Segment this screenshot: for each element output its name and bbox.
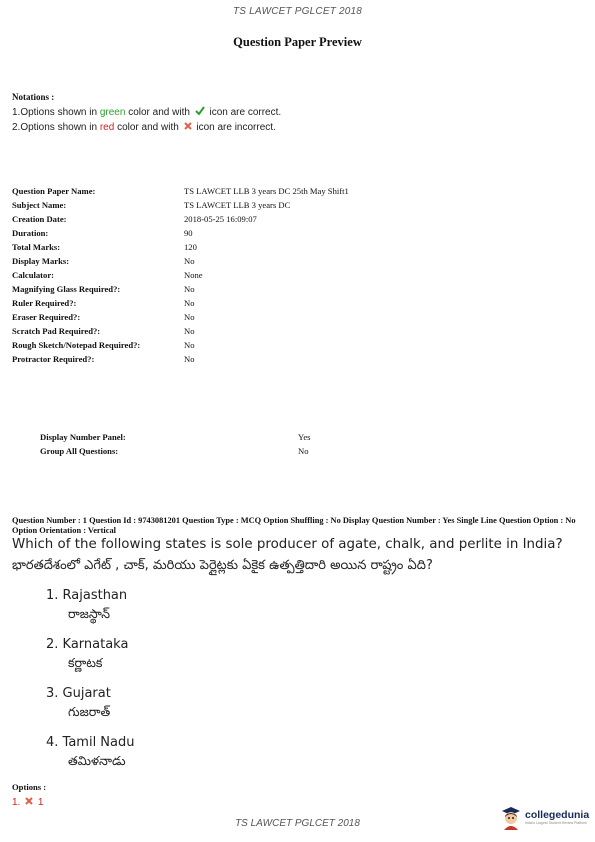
option-english: 3. Gujarat xyxy=(46,686,111,701)
meta-value: No xyxy=(184,284,195,294)
meta-row xyxy=(12,240,349,254)
meta-value: No xyxy=(184,312,195,322)
notation-text: 1.Options shown in xyxy=(12,107,98,118)
logo-brand: collegedunia xyxy=(525,809,590,821)
option-telugu: తమిళనాడు xyxy=(68,753,126,768)
mascot-icon xyxy=(500,804,522,830)
notations-section xyxy=(12,92,281,133)
paper-metadata xyxy=(12,184,349,366)
notations-label: Notations : xyxy=(12,92,55,102)
option-item xyxy=(46,588,135,637)
meta-value: None xyxy=(184,270,203,280)
notation-incorrect xyxy=(12,122,281,133)
meta-row xyxy=(12,212,349,226)
page-title: Question Paper Preview xyxy=(233,35,362,49)
panel-key: Group All Questions: xyxy=(40,446,119,456)
panel-row xyxy=(40,430,311,444)
meta-row xyxy=(12,254,349,268)
question-text-telugu: భారతదేశంలో ఎగేట్ , చాక్, మరియు పెర్లైట్లకు ఏకైక ఉత్పత్తిదారి అయిన రాష్ట్రం ఏది? xyxy=(12,558,433,573)
meta-value: TS LAWCET LLB 3 years DC 25th May Shift1 xyxy=(184,186,349,196)
notation-text: color and with xyxy=(128,107,190,118)
page-header: TS LAWCET PGLCET 2018 xyxy=(232,6,363,17)
cross-icon xyxy=(184,122,192,133)
meta-key: Creation Date: xyxy=(12,214,67,224)
meta-row xyxy=(12,268,349,282)
option-item xyxy=(46,637,135,686)
cross-icon xyxy=(25,797,33,808)
notation-color-green: green xyxy=(99,107,126,118)
meta-value: 120 xyxy=(184,242,197,252)
meta-key: Total Marks: xyxy=(12,242,61,252)
meta-value: No xyxy=(184,340,195,350)
meta-row xyxy=(12,310,349,324)
option-telugu: రాజస్థాన్ xyxy=(68,606,111,621)
meta-row xyxy=(12,184,349,198)
meta-value: TS LAWCET LLB 3 years DC xyxy=(184,200,291,210)
meta-row xyxy=(12,198,349,212)
meta-key: Duration: xyxy=(12,228,49,238)
meta-value: 2018-05-25 16:09:07 xyxy=(184,214,257,224)
meta-key: Protractor Required?: xyxy=(12,354,95,364)
page-footer: TS LAWCET PGLCET 2018 xyxy=(235,818,360,829)
meta-key: Eraser Required?: xyxy=(12,312,81,322)
meta-row xyxy=(12,282,349,296)
panel-row xyxy=(40,444,311,458)
panel-value: No xyxy=(298,446,309,456)
meta-key: Ruler Required?: xyxy=(12,298,77,308)
answer-option xyxy=(12,797,43,808)
meta-value: No xyxy=(184,326,195,336)
check-icon xyxy=(195,106,205,118)
meta-row xyxy=(12,296,349,310)
meta-value: No xyxy=(184,256,195,266)
meta-key: Magnifying Glass Required?: xyxy=(12,284,121,294)
meta-value: 90 xyxy=(184,228,193,238)
meta-key: Subject Name: xyxy=(12,200,67,210)
meta-key: Question Paper Name: xyxy=(12,186,96,196)
option-list xyxy=(46,588,135,784)
question-text-english: Which of the following states is sole producer of agate, chalk, and perlite in India? xyxy=(12,537,563,552)
meta-row xyxy=(12,324,349,338)
meta-row xyxy=(12,226,349,240)
display-panel-settings xyxy=(40,430,311,458)
meta-key: Scratch Pad Required?: xyxy=(12,326,101,336)
option-item xyxy=(46,735,135,784)
meta-key: Rough Sketch/Notepad Required?: xyxy=(12,340,141,350)
panel-key: Display Number Panel: xyxy=(40,432,126,442)
notation-text: icon are incorrect. xyxy=(196,122,276,133)
meta-key: Calculator: xyxy=(12,270,55,280)
notation-text: 2.Options shown in xyxy=(12,122,98,133)
meta-row xyxy=(12,338,349,352)
option-telugu: కర్ణాటక xyxy=(68,655,103,670)
panel-value: Yes xyxy=(298,432,311,442)
logo-tagline: India's Largest Student Review Platform xyxy=(525,821,588,825)
option-item xyxy=(46,686,135,735)
logo-text xyxy=(525,809,589,825)
meta-key: Display Marks: xyxy=(12,256,70,266)
notation-text: color and with xyxy=(117,122,179,133)
notation-text: icon are correct. xyxy=(209,107,282,118)
question-metadata: Question Number : 1 Question Id : 9743081201 Question Type : MCQ Option Shuffling : No Display Question Number : Yes Single Line Question Option : No Option Orientation : Vertical xyxy=(12,516,576,535)
answer-value: 1 xyxy=(37,797,44,808)
option-english: 1. Rajasthan xyxy=(46,588,128,603)
meta-value: No xyxy=(184,298,195,308)
option-english: 4. Tamil Nadu xyxy=(46,735,135,750)
notation-color-red: red xyxy=(99,122,115,133)
options-label: Options : xyxy=(12,782,47,792)
option-telugu: గుజరాత్ xyxy=(68,704,111,719)
answer-number: 1. xyxy=(12,797,21,808)
option-english: 2. Karnataka xyxy=(46,637,129,652)
collegedunia-logo xyxy=(500,804,589,830)
notation-correct xyxy=(12,106,281,118)
meta-value: No xyxy=(184,354,195,364)
meta-row xyxy=(12,352,349,366)
question-text xyxy=(12,537,592,576)
